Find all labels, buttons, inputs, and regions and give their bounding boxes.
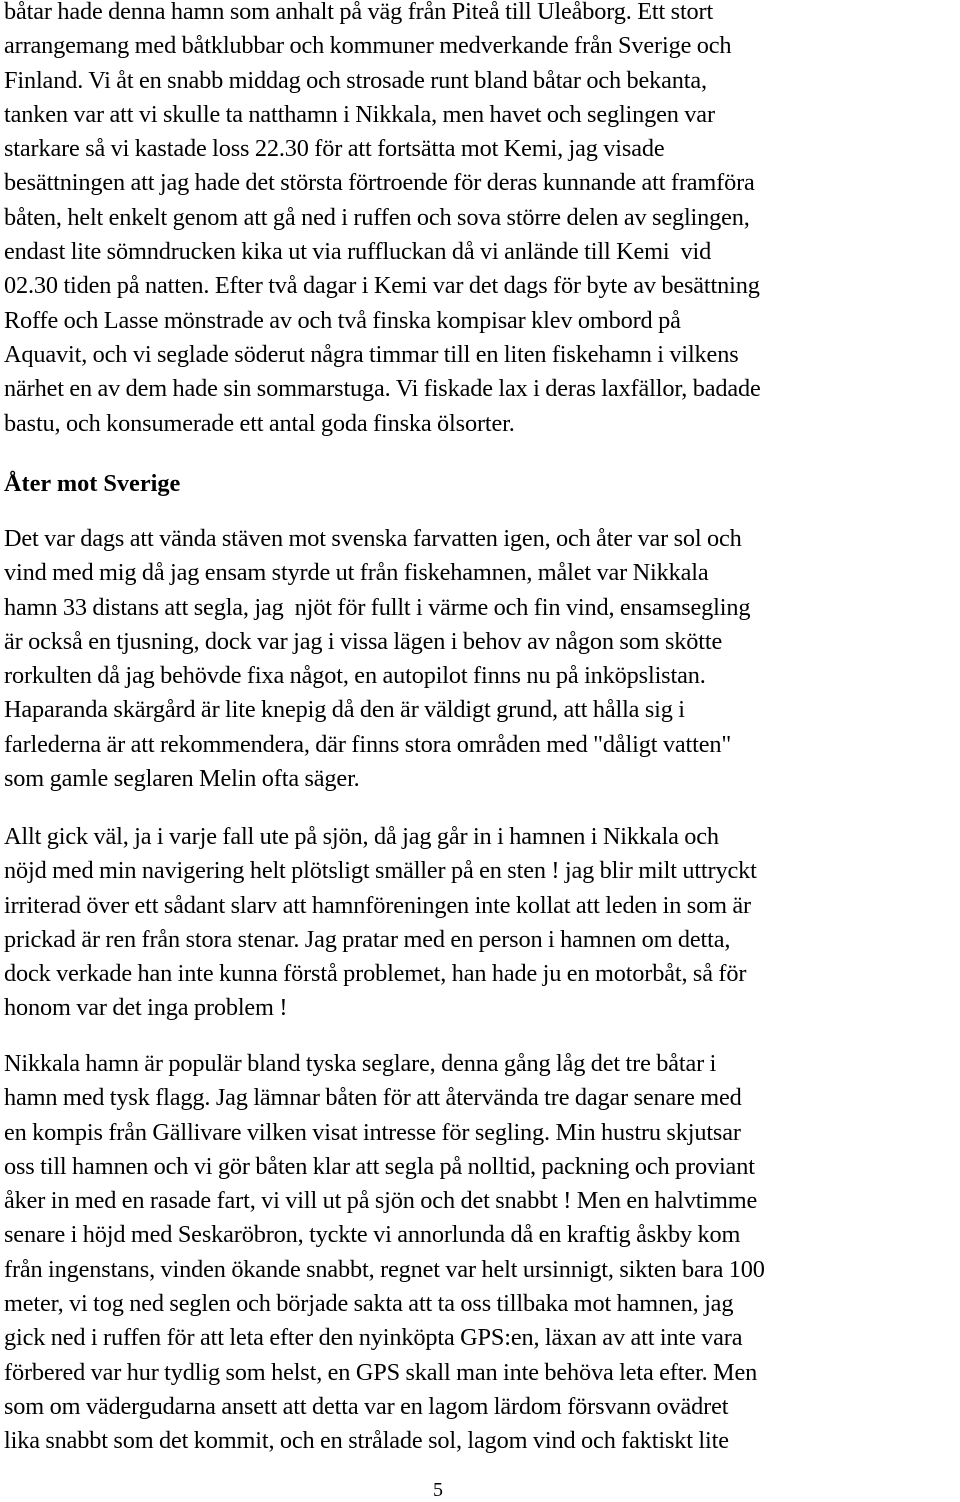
- paragraph-nikkala-stone: [4, 820, 757, 1026]
- text-line: Roffe och Lasse mönstrade av och två finska kompisar klev ombord på: [4, 306, 681, 334]
- text-line: rorkulten då jag behövde fixa något, en autopilot finns nu på inköpslistan.: [4, 662, 706, 690]
- text-line: Allt gick väl, ja i varje fall ute på sjön, då jag går in i hamnen i Nikkala och: [4, 823, 719, 850]
- text-line: förbered var hur tydlig som helst, en GPS skall man inte behöva leta efter. Men: [4, 1358, 758, 1386]
- text-line: bastu, och konsumerade ett antal goda finska ölsorter.: [4, 409, 515, 437]
- text-line: oss till hamnen och vi gör båten klar att segla på nolltid, packning och proviant: [4, 1152, 755, 1180]
- text-line: honom var det inga problem !: [4, 994, 288, 1022]
- text-line: gick ned i ruffen för att leta efter den nyinköpta GPS:en, läxan av att inte vara: [4, 1324, 743, 1352]
- text-line: som gamle seglaren Melin ofta säger.: [4, 765, 360, 793]
- section-heading: Åter mot Sverige: [4, 470, 181, 497]
- text-line: båten, helt enkelt genom att gå ned i ruffen och sova större delen av seglingen,: [4, 203, 750, 231]
- text-line: nöjd med min navigering helt plötsligt smäller på en sten ! jag blir milt uttryckt: [4, 857, 757, 885]
- page-number: 5: [433, 1479, 443, 1501]
- text-line: åker in med en rasade fart, vi vill ut på sjön och det snabbt ! Men en halvtimme: [4, 1187, 758, 1215]
- text-line: som om vädergudarna ansett att detta var en lagom lärdom försvann ovädret: [4, 1392, 729, 1420]
- text-line: en kompis från Gällivare vilken visat intresse för segling. Min hustru skjutsar: [4, 1118, 741, 1146]
- text-line: farlederna är att rekommendera, där finns stora områden med "dåligt vatten": [4, 730, 732, 758]
- text-line: Aquavit, och vi seglade söderut några timmar till en liten fiskehamn i vilkens: [4, 340, 739, 368]
- text-line: tanken var att vi skulle ta natthamn i Nikkala, men havet och seglingen var: [4, 100, 715, 128]
- text-line: Det var dags att vända stäven mot svenska farvatten igen, och åter var sol och: [4, 525, 742, 552]
- text-line: meter, vi tog ned seglen och började sakta att ta oss tillbaka mot hamnen, jag: [4, 1290, 734, 1318]
- text-line: från ingenstans, vinden ökande snabbt, regnet var helt ursinnigt, sikten bara 100: [4, 1255, 765, 1283]
- paragraph-storm: [4, 1047, 765, 1459]
- text-line: besättningen att jag hade det största förtroende för deras kunnande att framföra: [4, 169, 755, 197]
- text-line: Finland. Vi åt en snabb middag och strosade runt bland båtar och bekanta,: [4, 66, 707, 94]
- text-line: Nikkala hamn är populär bland tyska seglare, denna gång låg det tre båtar i: [4, 1050, 717, 1077]
- text-line: lika snabbt som det kommit, och en strålade sol, lagom vind och faktiskt lite: [4, 1427, 729, 1455]
- text-line: hamn med tysk flagg. Jag lämnar båten för att återvända tre dagar senare med: [4, 1084, 742, 1112]
- paragraph-return: [4, 522, 750, 796]
- text-line: starkare så vi kastade loss 22.30 för att fortsätta mot Kemi, jag visade: [4, 135, 665, 163]
- text-line: arrangemang med båtklubbar och kommuner medverkande från Sverige och: [4, 32, 732, 60]
- text-line: Haparanda skärgård är lite knepig då den är väldigt grund, att hålla sig i: [4, 696, 685, 724]
- text-line: närhet en av dem hade sin sommarstuga. Vi fiskade lax i deras laxfällor, badade: [4, 375, 761, 403]
- text-line: båtar hade denna hamn som anhalt på väg från Piteå till Uleåborg. Ett stort: [4, 0, 714, 25]
- text-line: är också en tjusning, dock var jag i vissa lägen i behov av någon som skötte: [4, 627, 723, 655]
- text-line: hamn 33 distans att segla, jag njöt för fullt i värme och fin vind, ensamsegling: [4, 593, 751, 621]
- text-line: senare i höjd med Seskaröbron, tyckte vi annorlunda då en kraftig åskby kom: [4, 1221, 741, 1249]
- text-line: dock verkade han inte kunna förstå problemet, han hade ju en motorbåt, så för: [4, 960, 747, 988]
- text-line: 02.30 tiden på natten. Efter två dagar i Kemi var det dags för byte av besättning: [4, 272, 760, 300]
- text-line: endast lite sömndrucken kika ut via ruffluckan då vi anlände till Kemi vid: [4, 238, 712, 266]
- paragraph-intro: [4, 0, 761, 441]
- text-line: vind med mig då jag ensam styrde ut från fiskehamnen, målet var Nikkala: [4, 559, 709, 587]
- text-line: irriterad över ett sådant slarv att hamnföreningen inte kollat att leden in som är: [4, 891, 751, 919]
- text-line: prickad är ren från stora stenar. Jag pratar med en person i hamnen om detta,: [4, 925, 731, 953]
